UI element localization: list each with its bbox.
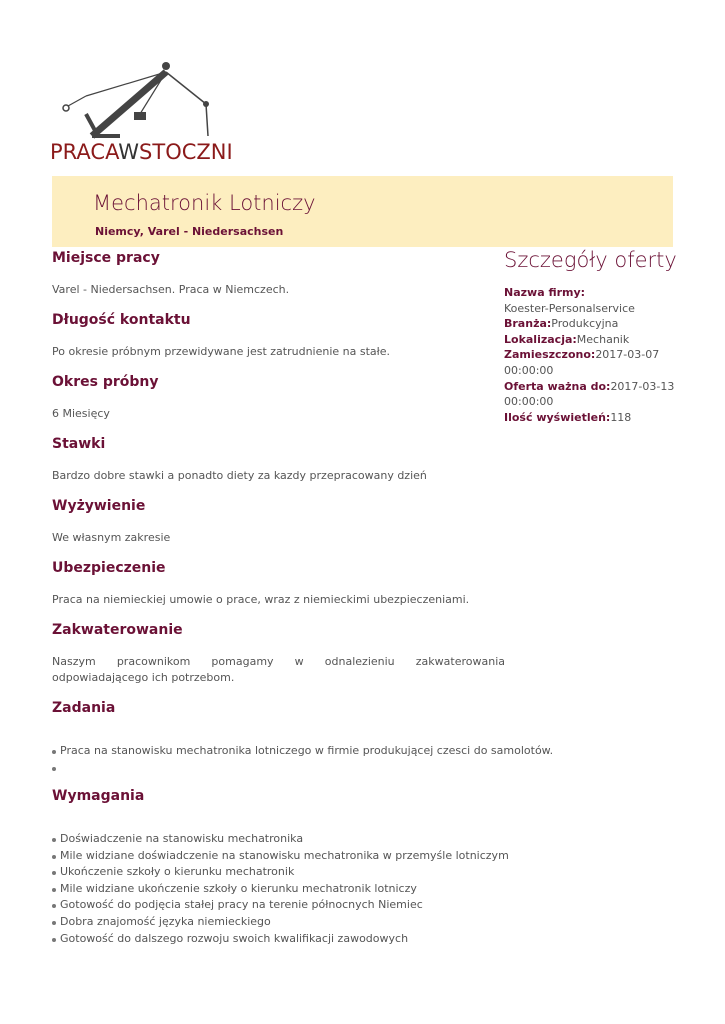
detail-views: Ilość wyświetleń:118 [504, 410, 632, 424]
list-item: Dobra znajomość języka niemieckiego [52, 914, 509, 931]
section-heading-okres: Okres próbny [52, 374, 159, 390]
section-text-wyzywienie: We własnym zakresie [52, 531, 171, 544]
section-heading-wymagania: Wymagania [52, 788, 145, 804]
list-item: Doświadczenie na stanowisku mechatronika [52, 831, 509, 848]
detail-branch: Branża:Produkcyjna [504, 317, 619, 331]
details-list [504, 285, 679, 425]
section-text-okres: 6 Miesięcy [52, 407, 110, 420]
list-item: Ukończenie szkoły o kierunku mechatronik [52, 864, 509, 881]
section-text-zakwaterowanie: Naszym pracownikom pomagamy w odnalezieniu zakwaterowania odpowiadającego ich potrzebom. [52, 655, 505, 684]
wymagania-list [52, 831, 509, 947]
logo-text: PRACAWSTOCZNI [50, 140, 233, 164]
section-heading-stawki: Stawki [52, 436, 106, 452]
zadania-list [52, 743, 553, 776]
list-item: Gotowość do dalszego rozwoju swoich kwalifikacji zawodowych [52, 931, 509, 948]
section-heading-ubezpieczenie: Ubezpieczenie [52, 560, 166, 576]
detail-company: Nazwa firmy: Koester-Personalservice [504, 286, 635, 315]
details-title: Szczegóły oferty [504, 248, 677, 272]
list-item: Mile widziane doświadczenie na stanowisku mechatronika w przemyśle lotniczym [52, 848, 509, 865]
section-text-dlugosc: Po okresie próbnym przewidywane jest zatrudnienie na stałe. [52, 345, 391, 358]
job-title: Mechatronik Lotniczy [93, 191, 316, 215]
list-item: Mile widziane ukończenie szkoły o kierunku mechatronik lotniczy [52, 881, 509, 898]
job-location: Niemcy, Varel - Niedersachsen [95, 225, 284, 238]
list-item [52, 760, 553, 777]
section-heading-zakwaterowanie: Zakwaterowanie [52, 622, 183, 638]
section-text-stawki: Bardzo dobre stawki a ponadto diety za kazdy przepracowany dzień [52, 469, 427, 482]
detail-posted: Zamieszczono:2017-03-07 00:00:00 [504, 348, 660, 377]
detail-location: Lokalizacja:Mechanik [504, 332, 630, 346]
detail-valid: Oferta ważna do:2017-03-13 00:00:00 [504, 379, 675, 409]
section-heading-zadania: Zadania [52, 700, 116, 716]
section-heading-miejsce: Miejsce pracy [52, 250, 160, 266]
site-logo[interactable] [48, 54, 238, 169]
section-text-ubezpieczenie: Praca na niemieckiej umowie o prace, wraz z niemieckimi ubezpieczeniami. [52, 593, 470, 606]
crane-icon [56, 54, 216, 144]
list-item: Gotowość do podjęcia stałej pracy na terenie północnych Niemiec [52, 897, 509, 914]
section-heading-wyzywienie: Wyżywienie [52, 498, 146, 514]
list-item: Praca na stanowisku mechatronika lotniczego w firmie produkującej czesci do samolotów. [52, 743, 553, 760]
section-text-miejsce: Varel - Niedersachsen. Praca w Niemczech. [52, 283, 290, 296]
job-header [52, 176, 673, 247]
section-heading-dlugosc: Długość kontaktu [52, 312, 191, 328]
